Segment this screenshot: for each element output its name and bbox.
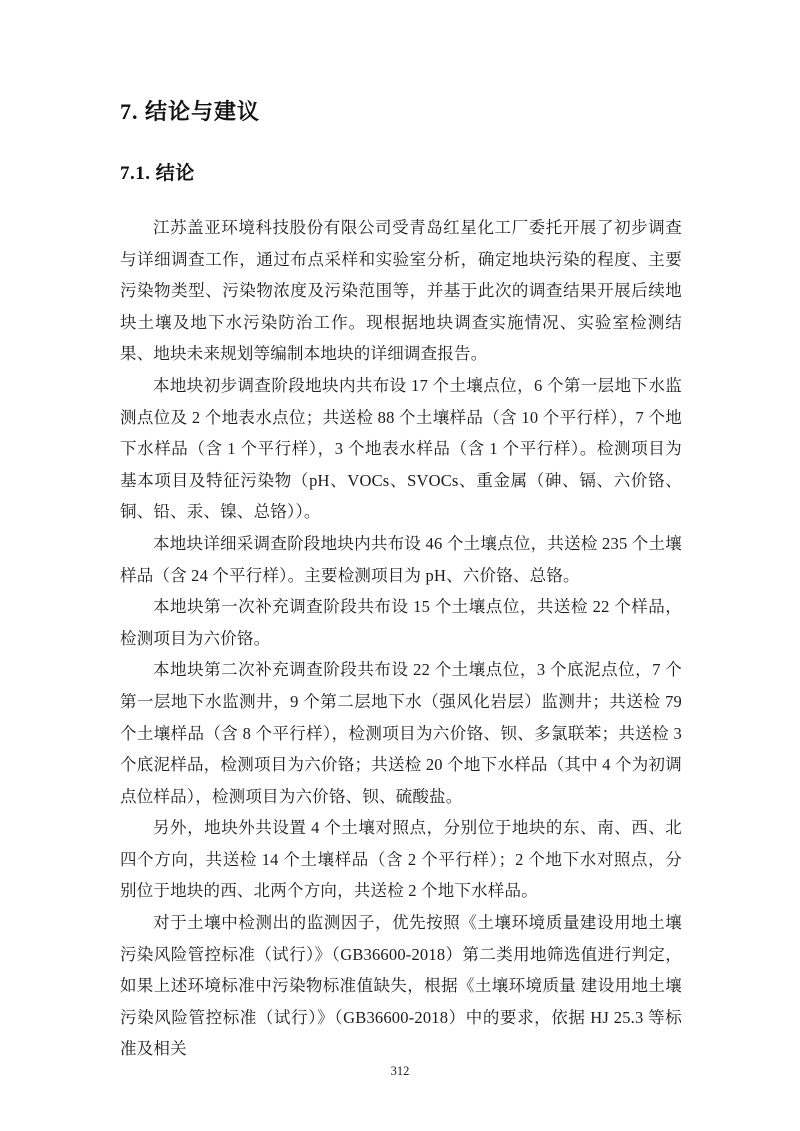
body-paragraph: 对于土壤中检测出的监测因子，优先按照《土壤环境质量建设用地土壤污染风险管控标准（试行）》（GB36600-2018）第二类用地筛选值进行判定，如果上述环境标准中污染物标准值缺失，根据《土壤环境质量 建设用地土壤污染风险管控标准（试行）》（GB36600-2018）中的要求，依据 HJ 25.3 等标准及相关: [120, 913, 682, 1059]
body-paragraph: 本地块详细采调查阶段地块内共布设 46 个土壤点位，共送检 235 个土壤样品（含 24 个平行样）。主要检测项目为 pH、六价铬、总铬。: [120, 533, 682, 585]
section-heading: 7.1. 结论: [120, 163, 195, 184]
body-paragraph: 本地块第一次补充调查阶段共布设 15 个土壤点位，共送检 22 个样品，检测项目为六价铬。: [120, 597, 682, 648]
body-paragraph: 江苏盖亚环境科技股份有限公司受青岛红星化工厂委托开展了初步调查与详细调查工作，通过布点采样和实验室分析，确定地块污染的程度、主要污染物类型、污染物浓度及污染范围等，并基于此次的调查结果开展后续地块土壤及地下水污染防治工作。现根据地块调查实施情况、实验室检测结果、地块未来规划等编制本地块的详细调查报告。: [120, 218, 682, 364]
page-number: 312: [390, 1064, 410, 1078]
chapter-heading: 7. 结论与建议: [120, 99, 261, 124]
page-footer: [0, 1064, 800, 1079]
body-paragraph: 本地块第二次补充调查阶段共布设 22 个土壤点位，3 个底泥点位，7 个第一层地下水监测井，9 个第二层地下水（强风化岩层）监测井；共送检 79 个土壤样品（含 8 个平行样），检测项目为六价铬、钡、多氯联苯；共送检 3 个底泥样品，检测项目为六价铬；共送检 20 个地下水样品（其中 4 个为初调点位样品），检测项目为六价铬、钡、硫酸盐。: [120, 660, 682, 806]
body-paragraph: 本地块初步调查阶段地块内共布设 17 个土壤点位，6 个第一层地下水监测点位及 2 个地表水点位；共送检 88 个土壤样品（含 10 个平行样），7 个地下水样品（含 1 个平行样），3 个地表水样品（含 1 个平行样）。检测项目为基本项目及特征污染物（pH、VOCs、SVOCs、重金属（砷、镉、六价铬、铜、铅、汞、镍、总铬））。: [120, 375, 682, 522]
document-content: [120, 98, 682, 1065]
body-paragraph: 另外，地块外共设置 4 个土壤对照点，分别位于地块的东、南、西、北四个方向，共送检 14 个土壤样品（含 2 个平行样）；2 个地下水对照点，分别位于地块的西、北两个方向，共送检 2 个地下水样品。: [120, 818, 682, 901]
